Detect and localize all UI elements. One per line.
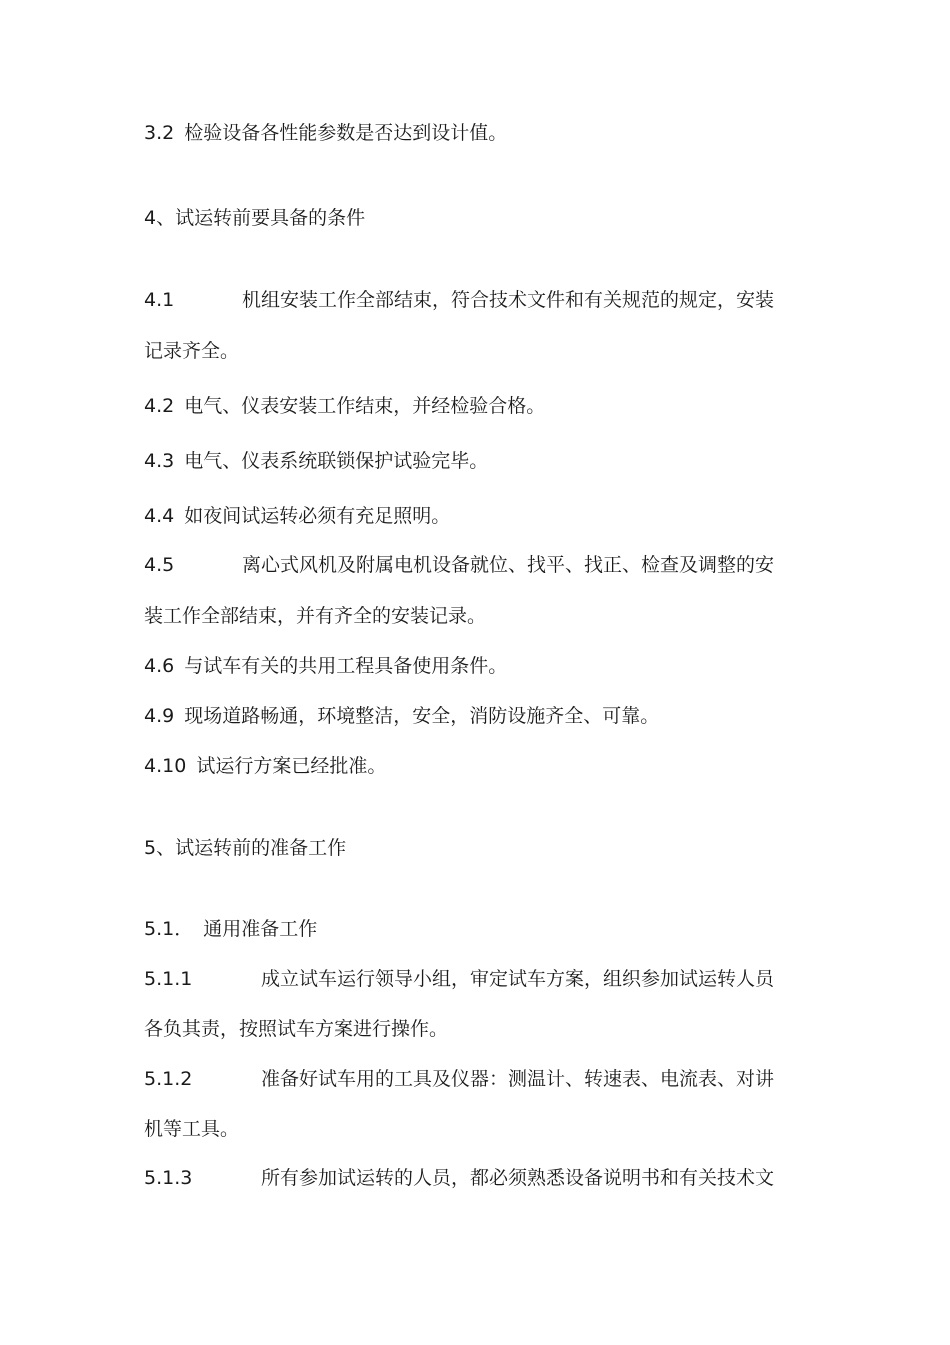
- clause-4-6: [144, 654, 774, 678]
- clause-text: 通用准备工作: [203, 918, 318, 940]
- clause-text: 成立试车运行领导小组，审定试车方案，组织参加试运转人员: [260, 968, 774, 990]
- clause-number: 4.9: [144, 705, 175, 727]
- clause-number: 4.2: [144, 395, 175, 417]
- clause-text: 机等工具。: [144, 1118, 240, 1140]
- clause-number: 4.10: [144, 755, 187, 777]
- clause-text: 如夜间试运转必须有充足照明。: [184, 505, 451, 527]
- clause-text: 装工作全部结束，并有齐全的安装记录。: [144, 605, 487, 627]
- clause-number: 5.1.1: [144, 968, 193, 990]
- clause-number: 5.1．: [144, 918, 194, 940]
- clause-4-4: [144, 504, 774, 528]
- clause-text: 记录齐全。: [144, 340, 240, 362]
- clause-text: 准备好试车用的工具及仪器：测温计、转速表、电流表、对讲: [260, 1068, 774, 1090]
- clause-number: 5.1.2: [144, 1068, 193, 1090]
- clause-number: 3.2: [144, 122, 175, 144]
- clause-5-1-1-continued: [144, 1017, 774, 1041]
- clause-text: 所有参加试运转的人员，都必须熟悉设备说明书和有关技术文: [260, 1167, 774, 1189]
- clause-5-1: [144, 917, 774, 941]
- clause-number: 4.4: [144, 505, 175, 527]
- section-heading-text: 5、试运转前的准备工作: [144, 837, 347, 859]
- section-heading-text: 4、试运转前要具备的条件: [144, 207, 366, 229]
- clause-text: 电气、仪表系统联锁保护试验完毕。: [184, 450, 489, 472]
- clause-5-1-1: [144, 967, 774, 991]
- clause-4-1-continued: [144, 339, 774, 363]
- clause-5-1-2: [144, 1067, 774, 1091]
- clause-5-1-2-continued: [144, 1117, 774, 1141]
- clause-4-10: [144, 754, 774, 778]
- clause-number: 4.6: [144, 655, 175, 677]
- clause-4-5-continued: [144, 604, 774, 628]
- clause-number: 4.1: [144, 289, 175, 311]
- clause-number: 4.3: [144, 450, 175, 472]
- clause-text: 离心式风机及附属电机设备就位、找平、找正、检查及调整的安: [241, 554, 774, 576]
- clause-text: 现场道路畅通，环境整洁，安全，消防设施齐全、可靠。: [184, 705, 660, 727]
- clause-4-5: [144, 553, 774, 577]
- clause-4-9: [144, 704, 774, 728]
- section-heading-4: [144, 206, 774, 230]
- clause-3-2: [144, 121, 774, 145]
- clause-text: 检验设备各性能参数是否达到设计值。: [184, 122, 508, 144]
- section-heading-5: [144, 836, 774, 860]
- clause-text: 与试车有关的共用工程具备使用条件。: [184, 655, 508, 677]
- clause-number: 5.1.3: [144, 1167, 193, 1189]
- clause-4-3: [144, 449, 774, 473]
- clause-number: 4.5: [144, 554, 175, 576]
- clause-4-2: [144, 394, 774, 418]
- clause-5-1-3: [144, 1166, 774, 1190]
- clause-text: 机组安装工作全部结束，符合技术文件和有关规范的规定，安装: [241, 289, 774, 311]
- clause-text: 电气、仪表安装工作结束，并经检验合格。: [184, 395, 546, 417]
- clause-text: 各负其责，按照试车方案进行操作。: [144, 1018, 449, 1040]
- clause-text: 试运行方案已经批准。: [196, 755, 387, 777]
- clause-4-1: [144, 288, 774, 312]
